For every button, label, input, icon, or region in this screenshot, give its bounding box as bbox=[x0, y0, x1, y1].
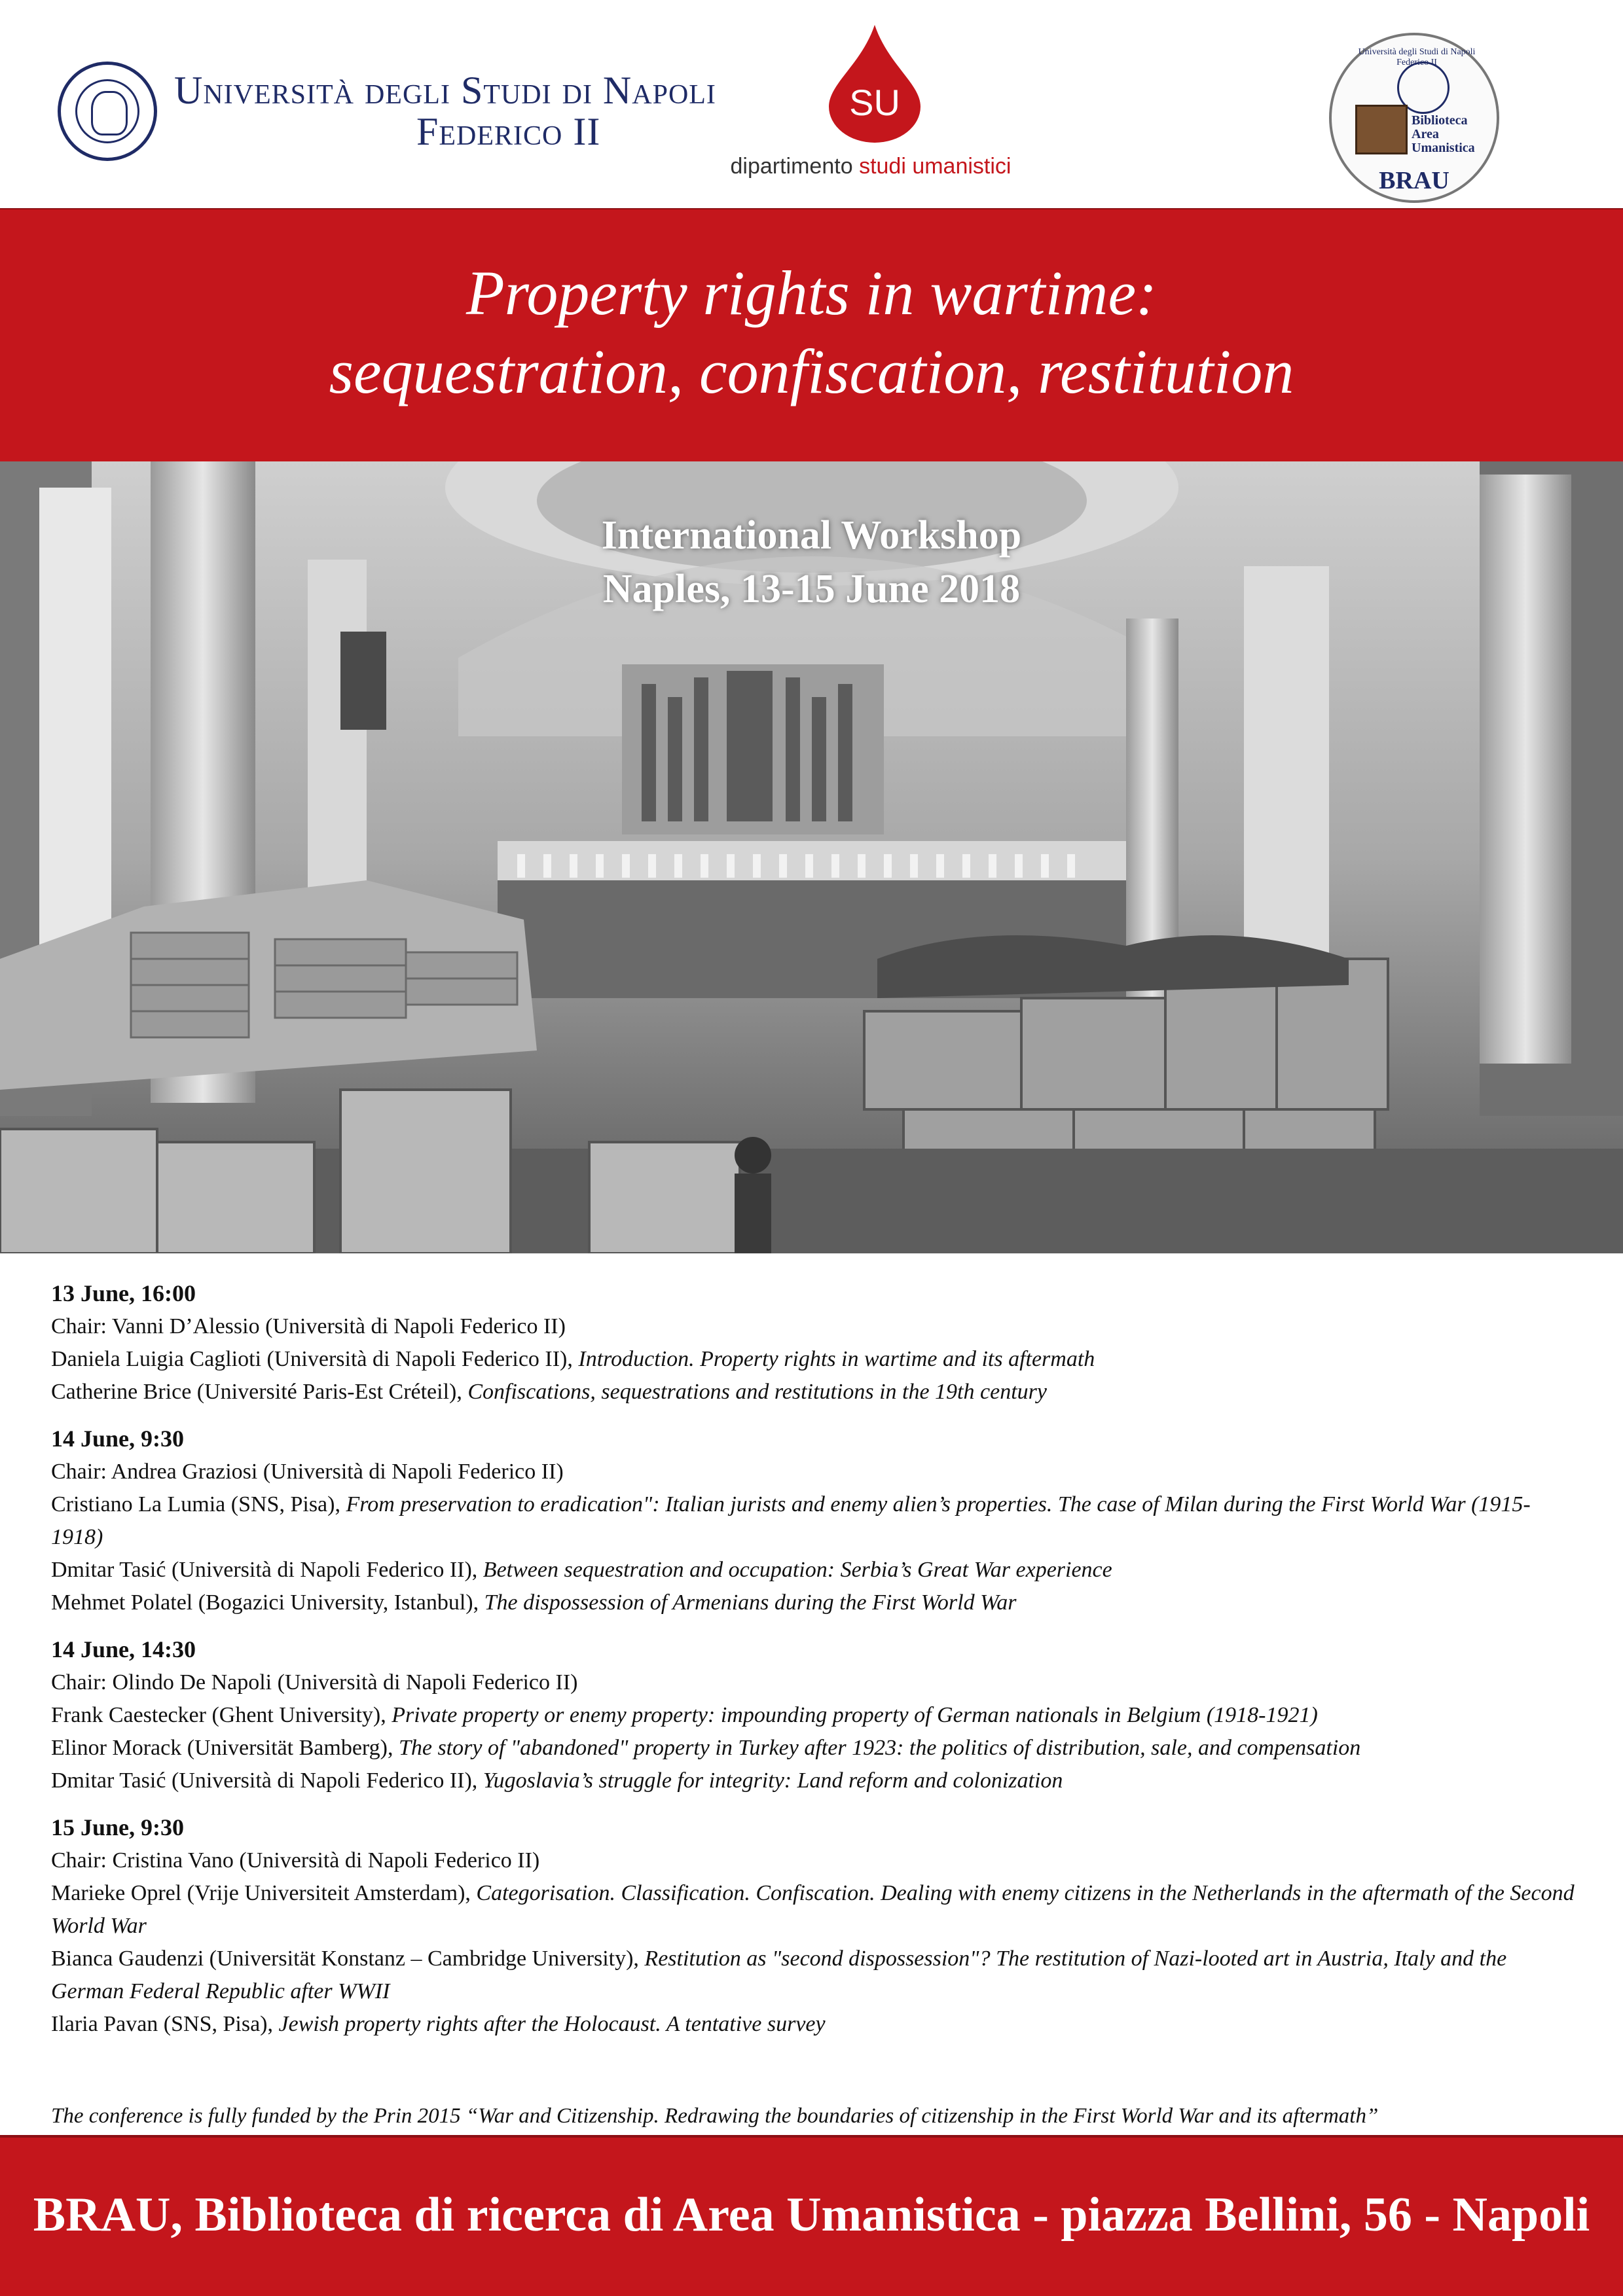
session bbox=[51, 1422, 1577, 1619]
talk: Marieke Oprel (Vrije Universiteit Amsterdam), Categorisation. Classification. Confiscation. Dealing with enemy citizens in the Netherlands in the aftermath of the Second World War bbox=[51, 1881, 1575, 1938]
talk: Dmitar Tasić (Università di Napoli Federico II), Between sequestration and occupation: Serbia’s Great War experience bbox=[51, 1558, 1112, 1582]
talk: Daniela Luigia Caglioti (Università di Napoli Federico II), Introduction. Property rights in wartime and its aftermath bbox=[51, 1347, 1095, 1371]
session-heading: 14 June, 14:30 bbox=[51, 1636, 196, 1662]
session-chair: Chair: Olindo De Napoli (Università di Napoli Federico II) bbox=[51, 1670, 578, 1695]
university-logo bbox=[58, 59, 716, 164]
venue-address: BRAU, Biblioteca di ricerca di Area Umanistica - piazza Bellini, 56 - Napoli bbox=[33, 2188, 1590, 2242]
header-logos bbox=[0, 0, 1623, 208]
workshop-date-caption: Naples, 13-15 June 2018 bbox=[602, 567, 1021, 611]
talk: Mehmet Polatel (Bogazici University, Istanbul), The dispossession of Armenians during the First World War bbox=[51, 1590, 1017, 1615]
session bbox=[51, 1276, 1577, 1408]
talk: Dmitar Tasić (Università di Napoli Federico II), Yugoslavia’s struggle for integrity: Land reform and colonization bbox=[51, 1768, 1063, 1793]
library-logo-name: Biblioteca Area Umanistica bbox=[1412, 113, 1475, 155]
session-chair: Chair: Andrea Graziosi (Università di Napoli Federico II) bbox=[51, 1460, 564, 1484]
library-logo bbox=[1329, 33, 1499, 203]
university-name-line2: Federico II bbox=[416, 110, 601, 153]
footer-band bbox=[0, 2135, 1623, 2296]
talk: Elinor Morack (Universität Bamberg), The story of "abandoned" property in Turkey after 1923: the politics of distribution, sale, and compensation bbox=[51, 1736, 1361, 1760]
university-name-line1: Università degli Studi di Napoli bbox=[174, 69, 716, 112]
title-line1: Property rights in wartime: bbox=[465, 258, 1158, 328]
title-band bbox=[0, 208, 1623, 461]
talk: Bianca Gaudenzi (Universität Konstanz – Cambridge University), Restitution as "second dispossession"? The restitution of Nazi-looted art in Austria, Italy and the German Federal Republic after WWII bbox=[51, 1946, 1507, 2003]
archive-photo bbox=[0, 461, 1623, 1253]
talk: Ilaria Pavan (SNS, Pisa), Jewish property rights after the Holocaust. A tentative survey bbox=[51, 2012, 826, 2036]
library-logo-ring-text: Università degli Studi di Napoli Federico II bbox=[1358, 47, 1476, 67]
drop-icon bbox=[822, 25, 927, 143]
session-chair: Chair: Cristina Vano (Università di Napoli Federico II) bbox=[51, 1848, 540, 1873]
university-seal-icon bbox=[58, 62, 157, 161]
department-logo-mark: SU bbox=[849, 82, 900, 123]
talk: Frank Caestecker (Ghent University), Private property or enemy property: impounding property of German nationals in Belgium (1918-1921) bbox=[51, 1703, 1318, 1727]
session-heading: 15 June, 9:30 bbox=[51, 1814, 185, 1840]
library-logo-tag: BRAU bbox=[1379, 167, 1450, 194]
session bbox=[51, 1810, 1577, 2041]
title-line2: sequestration, confiscation, restitution bbox=[329, 336, 1294, 406]
session-heading: 14 June, 9:30 bbox=[51, 1426, 185, 1452]
department-name: dipartimento studi umanistici bbox=[730, 154, 1012, 179]
book-icon bbox=[1355, 105, 1408, 154]
session-chair: Chair: Vanni D’Alessio (Università di Napoli Federico II) bbox=[51, 1314, 566, 1338]
funding-note: The conference is fully funded by the Prin 2015 “War and Citizenship. Redrawing the boundaries of citizenship in the First World War and its aftermath” bbox=[51, 2104, 1379, 2128]
workshop-caption: International Workshop bbox=[601, 513, 1022, 558]
department-logo bbox=[701, 20, 1041, 177]
session-heading: 13 June, 16:00 bbox=[51, 1280, 196, 1306]
session bbox=[51, 1632, 1577, 1797]
talk: Catherine Brice (Université Paris-Est Créteil), Confiscations, sequestrations and restitutions in the 19th century bbox=[51, 1380, 1047, 1404]
program bbox=[51, 1276, 1577, 2054]
talk: Cristiano La Lumia (SNS, Pisa), From preservation to eradication": Italian jurists and enemy alien’s properties. The case of Milan during the First World War (1915-1918) bbox=[51, 1492, 1531, 1549]
